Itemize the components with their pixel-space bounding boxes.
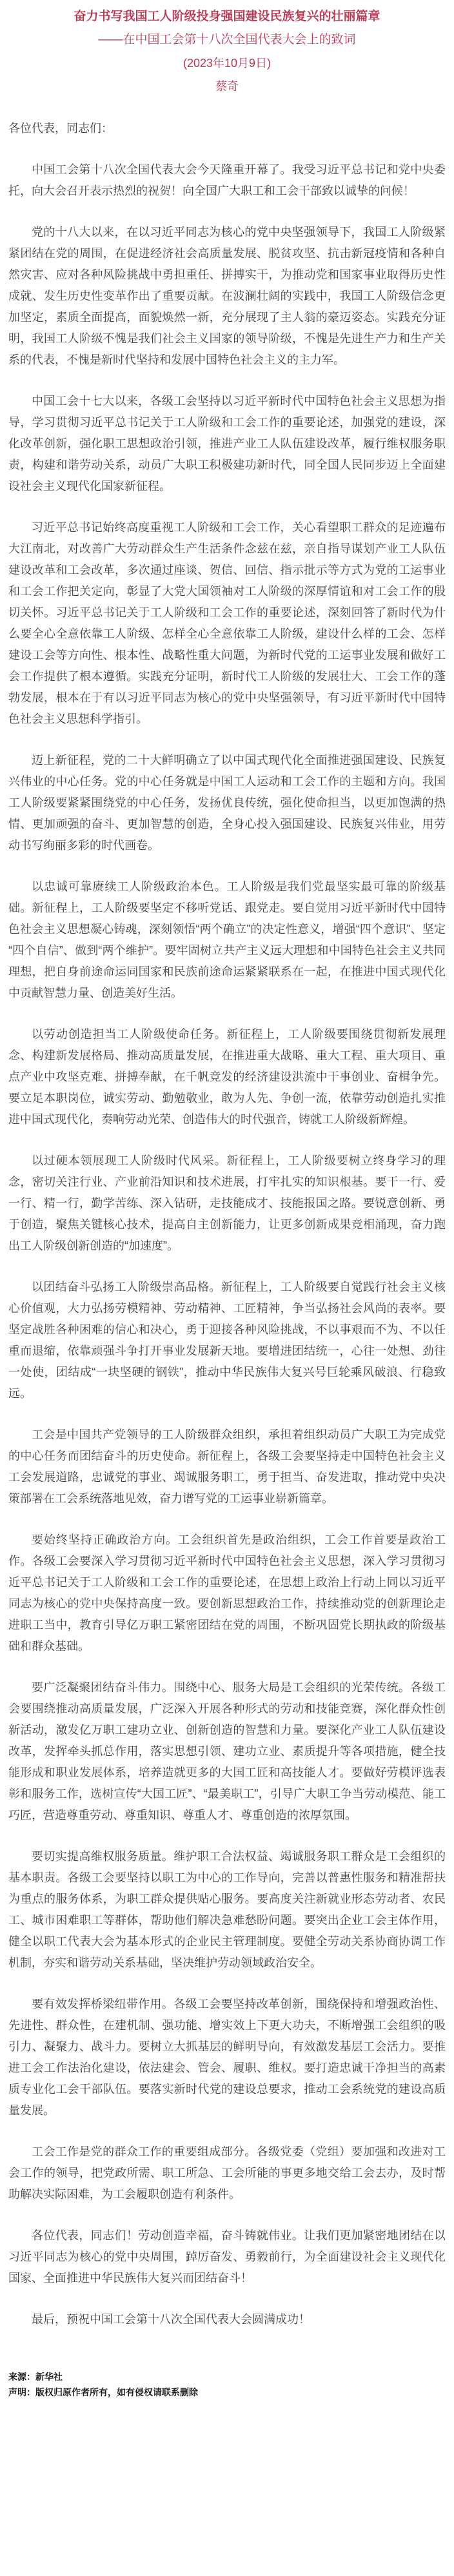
article-author: 蔡奇 [215, 80, 239, 93]
article-paragraph: 以忠诚可靠赓续工人阶级政治本色。工人阶级是我们党最坚实最可靠的阶级基础。新征程上，工人阶级要坚定不移听党话、跟党走。要自觉用习近平新时代中国特色社会主义思想凝心铸魂，深刻领悟“两个确立”的决定性意义，增强“四个意识”、坚定“四个自信”、做到“两个维护”。要牢固树立共产主义远大理想和中国特色社会主义共同理想，把自身前途命运同国家和民族前途命运紧紧联系在一起，在推进中国式现代化中贡献智慧力量、创造美好生活。 [8, 880, 446, 999]
article-paragraph: 以过硬本领展现工人阶级时代风采。新征程上，工人阶级要树立终身学习的理念，密切关注行业、产业前沿知识和技术进展，打牢扎实的知识根基。要干一行、爱一行、精一行，勤学苦练、深入钻研，走技能成才、技能报国之路。要锐意创新、勇于创造，聚焦关键核心技术，提高自主创新能力，让更多创新成果竞相涌现，奋力跑出工人阶级创新创造的“加速度”。 [8, 1154, 446, 1252]
article-paragraph: 习近平总书记始终高度重视工人阶级和工会工作，关心看望职工群众的足迹遍布大江南北，对改善广大劳动群众生产生活条件念兹在兹，亲自指导谋划产业工人队伍建设改革和工会改革，多次通过座谈、贺信、回信、指示批示等方式为党的工运事业和工会工作把关定向，彰显了大党大国领袖对工人阶级的深厚情谊和对工会工作的殷切关怀。习近平总书记关于工人阶级和工会工作的重要论述，深刻回答了新时代为什么要全心全意依靠工人阶级、怎样全心全意依靠工人阶级，建设什么样的工会、怎样建设工会等方向性、根本性、战略性重大问题，为新时代党的工运事业发展和做好工会工作提供了根本遵循。实践充分证明，新时代工人阶级的发展壮大、工会工作的蓬勃发展，根本在于有以习近平同志为核心的党中央坚强领导，有习近平新时代中国特色社会主义思想科学指引。 [8, 521, 446, 725]
article-paragraph: 要广泛凝聚团结奋斗伟力。围绕中心、服务大局是工会组织的光荣传统。各级工会要围绕推动高质量发展，广泛深入开展各种形式的劳动和技能竞赛，深化群众性创新活动，激发亿万职工建功立业、创新创造的智慧和力量。要深化产业工人队伍建设改革，发挥牵头抓总作用，落实思想引领、建功立业、素质提升等各项措施，健全技能形成和职业发展体系，培养造就更多的大国工匠和高技能人才。要做好劳模评选表彰和服务工作，选树宣传“大国工匠”、“最美职工”，引导广大职工争当劳动模范、能工巧匠，营造尊重劳动、尊重知识、尊重人才、尊重创造的浓厚氛围。 [8, 1681, 446, 1822]
paragraph-list [8, 159, 446, 2330]
statement-line: 声明：版权归原作者所有，如有侵权请联系删除 [8, 2387, 198, 2397]
article-title: 奋力书写我国工人阶级投身强国建设民族复兴的壮丽篇章 [74, 10, 380, 23]
article-paragraph: 要始终坚持正确政治方向。工会组织首先是政治组织，工会工作首要是政治工作。各级工会要深入学习贯彻习近平新时代中国特色社会主义思想，深入学习贯彻习近平总书记关于工人阶级和工会工作的重要论述，在思想上政治上行动上同以习近平同志为核心的党中央保持高度一致。要创新思想政治工作，持续推动党的创新理论走进职工当中，教育引导亿万职工紧密团结在党的周围，不断巩固党长期执政的阶级基础和群众基础。 [8, 1533, 446, 1653]
article-paragraph: 中国工会十七大以来，各级工会坚持以习近平新时代中国特色社会主义思想为指导，学习贯彻习近平总书记关于工人阶级和工会工作的重要论述，加强党的建设，深化改革创新，强化职工思想政治引领，推进产业工人队伍建设改革，履行维权服务职责，构建和谐劳动关系，动员广大职工积极建功新时代，同全国人民同步迈上全面建设社会主义现代化国家新征程。 [8, 395, 446, 493]
article-paragraph: 党的十八大以来，在以习近平同志为核心的党中央坚强领导下，我国工人阶级紧紧团结在党的周围，在促进经济社会高质量发展、脱贫攻坚、抗击新冠疫情和各种自然灾害、应对各种风险挑战中勇担重任、拼搏实干，为推动党和国家事业取得历史性成就、发生历史性变革作出了重要贡献。在波澜壮阔的实践中，我国工人阶级信念更加坚定，素质全面提高，面貌焕然一新，充分展现了主人翁的豪迈姿态。实践充分证明，我国工人阶级不愧是我们社会主义国家的领导阶级，不愧是先进生产力和生产关系的代表，不愧是新时代坚持和发展中国特色社会主义的主力军。 [8, 226, 446, 366]
article-paragraph: 要切实提高维权服务质量。维护职工合法权益、竭诚服务职工群众是工会组织的基本职责。各级工会要坚持以职工为中心的工作导向，完善以普惠性服务和精准帮扶为重点的服务体系，为职工群众提供贴心服务。要高度关注新就业形态劳动者、农民工、城市困难职工等群体，帮助他们解决急难愁盼问题。要突出企业工会主体作用，健全以职工代表大会为基本形式的企业民主管理制度。要健全劳动关系协商协调工作机制，夯实和谐劳动关系基础，坚决维护劳动领域政治安全。 [8, 1850, 446, 1969]
article-paragraph: 以团结奋斗弘扬工人阶级崇高品格。新征程上，工人阶级要自觉践行社会主义核心价值观，大力弘扬劳模精神、劳动精神、工匠精神，争当弘扬社会风尚的表率。要坚定战胜各种困难的信心和决心，勇于迎接各种风险挑战，不以事艰而不为、不以任重而退缩，依靠顽强斗争打开事业发展新天地。要增进团结统一，心往一处想、劲往一处使，团结成“一块坚硬的钢铁”，推动中华民族伟大复兴号巨轮乘风破浪、行稳致远。 [8, 1281, 446, 1400]
article-paragraph: 要有效发挥桥梁纽带作用。各级工会要坚持改革创新，围绕保持和增强政治性、先进性、群众性，在建机制、强功能、增实效上下更大功夫，不断增强工会组织的吸引力、凝聚力、战斗力。要树立大抓基层的鲜明导向，有效激发基层工会活力。要推进工会工作法治化建设，依法建会、管会、履职、维权。要打造忠诚干净担当的高素质专业化工会干部队伍。要落实新时代党的建设总要求，推动工会系统党的建设高质量发展。 [8, 1998, 446, 2117]
article-paragraph: 以劳动创造担当工人阶级使命任务。新征程上，工人阶级要围绕贯彻新发展理念、构建新发展格局、推动高质量发展，在推进重大战略、重大工程、重大项目、重点产业中攻坚克难、拼搏奉献，在千帆竞发的经济建设洪流中干事创业、奋楫争先。要立足本职岗位，诚实劳动、勤勉敬业，敢为人先、争创一流，依靠劳动创造扎实推进中国式现代化，奏响劳动光荣、创造伟大的时代强音，铸就工人阶级新辉煌。 [8, 1028, 446, 1126]
article-footer [8, 2372, 446, 2397]
article-paragraph: 各位代表，同志们！劳动创造幸福，奋斗铸就伟业。让我们更加紧密地团结在以习近平同志为核心的党中央周围，踔厉奋发、勇毅前行，为全面建设社会主义现代化国家、全面推进中华民族伟大复兴而团结奋斗！ [8, 2229, 446, 2285]
article-paragraph: 迈上新征程，党的二十大鲜明确立了以中国式现代化全面推进强国建设、民族复兴伟业的中心任务。党的中心任务就是中国工人运动和工会工作的主题和方向。我国工人阶级要紧紧围绕党的中心任务，发扬优良传统，强化使命担当，以更加饱满的热情、更加顽强的奋斗、更加智慧的创造，全身心投入强国建设、民族复兴伟业，用劳动书写绚丽多彩的时代画卷。 [8, 754, 446, 852]
article-body [8, 118, 446, 2330]
source-line: 来源：新华社 [8, 2372, 63, 2382]
article-paragraph: 工会是中国共产党领导的工人阶级群众组织，承担着组织动员广大职工为完成党的中心任务而团结奋斗的历史使命。新征程上，各级工会要坚持走中国特色社会主义工会发展道路，忠诚党的事业、竭诚服务职工，勇于担当、奋发进取，推动党中央决策部署在工会系统落地见效，奋力谱写党的工运事业崭新篇章。 [8, 1428, 446, 1505]
article-date: (2023年10月9日) [183, 57, 271, 70]
greeting-line: 各位代表，同志们： [8, 122, 113, 135]
article-paragraph: 最后，预祝中国工会第十八次全国代表大会圆满成功！ [32, 2313, 310, 2326]
article-subtitle: ——在中国工会第十八次全国代表大会上的致词 [98, 33, 356, 46]
article-paragraph: 工会工作是党的群众工作的重要组成部分。各级党委（党组）要加强和改进对工会工作的领导，把党政所需、职工所急、工会所能的事更多地交给工会去办，及时帮助解决实际困难，为工会履职创造有利条件。 [8, 2145, 446, 2201]
article-paragraph: 中国工会第十八次全国代表大会今天隆重开幕了。我受习近平总书记和党中央委托，向大会召开表示热烈的祝贺！向全国广大职工和工会干部致以诚挚的问候！ [8, 163, 446, 197]
article-header [8, 5, 446, 98]
